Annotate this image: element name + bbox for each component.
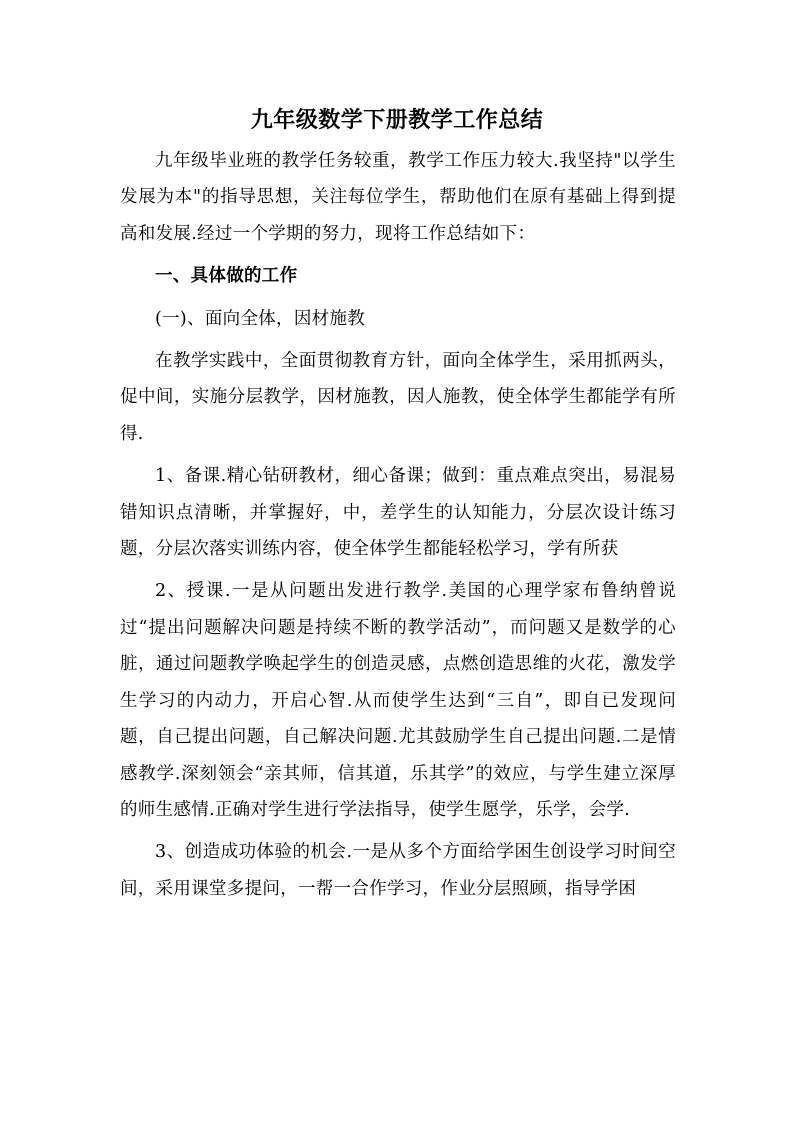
lesson-preparation-paragraph: 1、备课.精心钻研教材，细心备课；做到：重点难点突出，易混易错知识点清晰，并掌握好，中，差学生的认知能力，分层次设计练习题，分层次落实训练内容，使全体学生都能轻松学习，学有所获 <box>120 466 676 560</box>
section-heading: 一、具体做的工作 <box>155 266 298 287</box>
intro-paragraph: 九年级毕业班的教学任务较重，教学工作压力较大.我坚持"以学生发展为本"的指导思想，关注每位学生，帮助他们在原有基础上得到提高和发展.经过一个学期的努力，现将工作总结如下： <box>120 151 676 244</box>
teaching-paragraph: 2、授课.一是从问题出发进行教学.美国的心理学家布鲁纳曾说过“提出问题解决问题是持续不断的教学活动”，而问题又是数学的心脏，通过问题教学唤起学生的创造灵感，点燃创造思维的火花，激发学生学习的内动力，开启心智.从而使学生达到“三自”，即自已发现问题，自己提出问题，自己解决问题.尤其鼓励学生自己提出问题.二是情感教学.深刻领会“亲其师，信其道，乐其学”的效应，与学生建立深厚的师生感情.正确对学生进行学法指导，使学生愿学，乐学，会学. <box>120 581 676 820</box>
document-title: 九年级数学下册教学工作总结 <box>250 107 544 133</box>
success-experience-paragraph: 3、创造成功体验的机会.一是从多个方面给学困生创设学习时间空间，采用课堂多提问，一帮一合作学习，作业分层照顾，指导学困 <box>120 842 676 899</box>
subsection-heading: (一)、面向全体，因材施教 <box>155 308 366 329</box>
document-body <box>120 143 676 907</box>
teaching-practice-paragraph: 在教学实践中，全面贯彻教育方针，面向全体学生，采用抓两头，促中间，实施分层教学，因材施教，因人施教，使全体学生都能学有所得. <box>120 351 676 444</box>
